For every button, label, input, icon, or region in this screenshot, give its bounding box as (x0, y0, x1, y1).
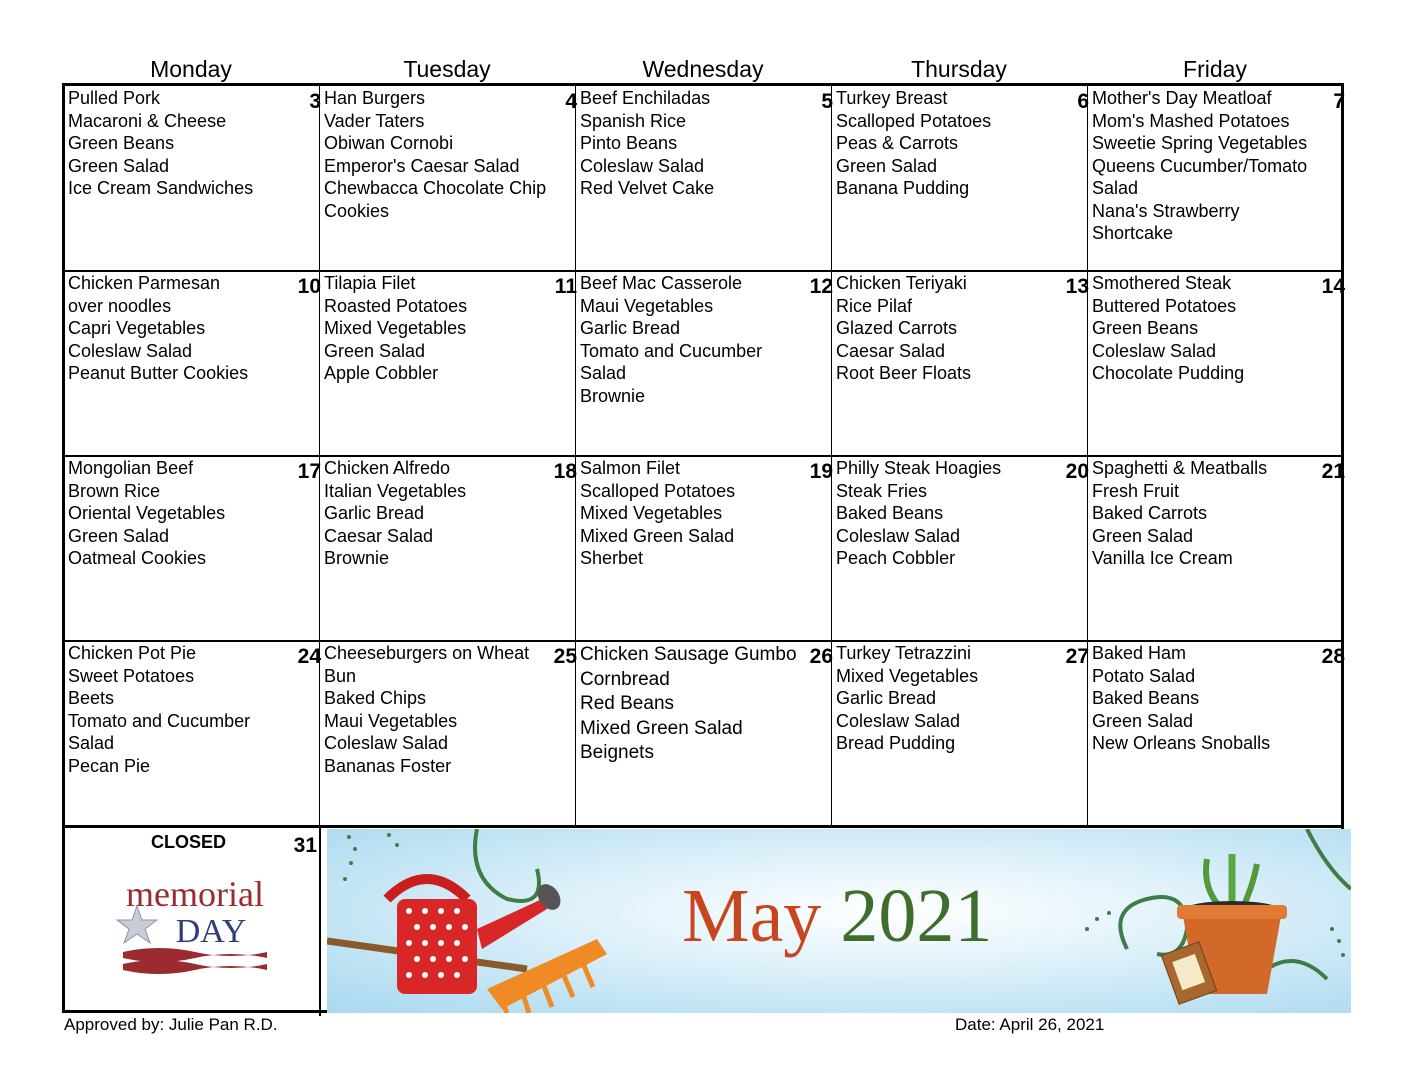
calendar-day-cell (577, 456, 833, 641)
day-number: 25 (553, 645, 577, 668)
menu-item: Oriental Vegetables (68, 503, 226, 523)
menu-item: Green Salad (1092, 710, 1194, 731)
menu-item: Turkey Tetrazzini (836, 643, 972, 663)
menu-items (324, 642, 547, 777)
menu-item: Green Salad (1092, 525, 1194, 546)
logo-memorial-text: memorial (126, 876, 264, 914)
menu-item: Mom's Mashed Potatoes (1092, 110, 1290, 131)
menu-item: Mixed Green Salad (580, 525, 735, 546)
day-number: 4 (565, 90, 577, 113)
calendar-day-cell (1089, 456, 1345, 641)
menu-item: Baked Chips (324, 688, 427, 708)
calendar-day-cell (65, 456, 321, 641)
menu-item: Cornbread (580, 668, 670, 690)
calendar-day-cell (577, 86, 833, 271)
menu-item: Mongolian Beef (68, 458, 194, 478)
menu-item: Roasted Potatoes (324, 295, 468, 316)
day-number: 7 (1333, 90, 1345, 113)
menu-item: Potato Salad (1092, 665, 1196, 686)
menu-item: Sweet Potatoes (68, 665, 195, 686)
menu-item: over noodles (68, 295, 172, 316)
memorial-day-cell (65, 826, 319, 1013)
menu-items (836, 272, 1059, 385)
menu-item: Green Beans (1092, 318, 1199, 338)
menu-item: Salad (68, 733, 115, 753)
menu-item: Chicken Parmesan (68, 273, 221, 293)
menu-items (68, 87, 291, 200)
flag-stripe-icon (123, 948, 267, 962)
menu-item: Salmon Filet (580, 458, 681, 478)
calendar-day-cell (577, 271, 833, 456)
menu-item: Maui Vegetables (324, 710, 458, 731)
menu-item: Steak Fries (836, 480, 928, 501)
menu-item: Garlic Bread (580, 318, 681, 338)
menu-item: Tilapia Filet (324, 273, 416, 293)
calendar-day-cell (321, 86, 577, 271)
logo-day-text: DAY (175, 913, 247, 950)
menu-item: Caesar Salad (324, 525, 434, 546)
menu-item: Pinto Beans (580, 133, 678, 153)
menu-item: Beef Enchiladas (580, 88, 711, 108)
menu-item: Oatmeal Cookies (68, 548, 207, 568)
day-number: 3 (309, 90, 321, 113)
menu-item: Root Beer Floats (836, 363, 972, 383)
calendar-day-cell (321, 641, 577, 826)
menu-item: Chicken Alfredo (324, 458, 451, 478)
banner-title (682, 871, 992, 961)
menu-item: Spaghetti & Meatballs (1092, 458, 1268, 478)
menu-item: Peanut Butter Cookies (68, 363, 249, 383)
menu-item: Caesar Salad (836, 340, 946, 361)
menu-item: Beignets (580, 742, 654, 763)
menu-item: New Orleans Snoballs (1092, 733, 1271, 753)
menu-item: Smothered Steak (1092, 273, 1232, 293)
memorial-day-logo (115, 876, 275, 976)
menu-item: Coleslaw Salad (324, 733, 449, 753)
menu-item: Brownie (580, 385, 646, 406)
menu-item: Mixed Vegetables (324, 318, 467, 338)
menu-item: Pecan Pie (68, 755, 151, 776)
menu-item: Beef Mac Casserole (580, 273, 743, 293)
grid-line (319, 826, 321, 1016)
menu-items (580, 272, 803, 407)
day-header-thursday: Thursday (911, 56, 1007, 82)
flag-stripe-icon (123, 960, 267, 974)
menu-item: Han Burgers (324, 88, 426, 108)
approved-by: Approved by: Julie Pan R.D. (64, 1015, 278, 1034)
menu-item: Cookies (324, 200, 390, 221)
calendar-day-cell (1089, 271, 1345, 456)
menu-item: Green Beans (68, 133, 175, 153)
menu-item: Sherbet (580, 548, 644, 568)
day-header-wednesday: Wednesday (642, 56, 764, 82)
day-number: 12 (809, 275, 833, 298)
menu-item: Tomato and Cucumber (580, 340, 763, 361)
calendar-day-cell (321, 271, 577, 456)
menu-item: Mother's Day Meatloaf (1092, 88, 1272, 108)
month-banner (327, 829, 1351, 1013)
day-number: 17 (297, 460, 321, 483)
day-number: 6 (1077, 90, 1089, 113)
menu-item: Apple Cobbler (324, 363, 439, 383)
menu-item: Macaroni & Cheese (68, 110, 227, 131)
menu-item: Red Velvet Cake (580, 178, 715, 198)
day-header-tuesday: Tuesday (403, 56, 491, 82)
menu-item: Green Salad (836, 155, 938, 176)
menu-item: Baked Beans (1092, 688, 1200, 708)
menu-items (324, 272, 547, 385)
day-number: 27 (1065, 645, 1089, 668)
menu-item: Garlic Bread (324, 503, 425, 523)
menu-item: Coleslaw Salad (836, 525, 961, 546)
menu-item: Baked Ham (1092, 643, 1187, 663)
menu-item: Tomato and Cucumber (68, 710, 251, 731)
calendar-day-cell (65, 86, 321, 271)
menu-items (1092, 272, 1315, 385)
menu-item: Coleslaw Salad (836, 710, 961, 731)
menu-item: Peach Cobbler (836, 548, 956, 568)
menu-item: Cheeseburgers on Wheat (324, 643, 530, 663)
menu-item: Coleslaw Salad (1092, 340, 1217, 361)
menu-items (1092, 87, 1315, 245)
day-number: 18 (553, 460, 577, 483)
menu-item: Vanilla Ice Cream (1092, 548, 1233, 568)
calendar-day-cell (833, 641, 1089, 826)
menu-item: Coleslaw Salad (68, 340, 193, 361)
day-header-monday: Monday (150, 56, 232, 82)
menu-item: Spanish Rice (580, 110, 687, 131)
menu-item: Italian Vegetables (324, 480, 467, 501)
calendar-day-cell (65, 641, 321, 826)
menu-item: Maui Vegetables (580, 295, 714, 316)
menu-item: Beets (68, 688, 115, 708)
menu-item: Brownie (324, 548, 390, 568)
menu-items (580, 457, 803, 570)
menu-item: Mixed Vegetables (580, 503, 723, 523)
day-number: 14 (1321, 275, 1345, 298)
date-label: Date: April 26, 2021 (955, 1015, 1105, 1034)
menu-item: Pulled Pork (68, 88, 161, 108)
menu-item: Red Beans (580, 693, 675, 714)
calendar-day-cell (577, 641, 833, 826)
menu-item: Capri Vegetables (68, 318, 206, 338)
menu-item: Scalloped Potatoes (580, 480, 736, 501)
menu-items (1092, 457, 1315, 570)
menu-item: Nana's Strawberry (1092, 200, 1240, 221)
menu-item: Chicken Teriyaki (836, 273, 967, 293)
calendar-day-cell (833, 86, 1089, 271)
menu-items (68, 642, 291, 777)
day-number: 26 (809, 645, 833, 668)
menu-item: Rice Pilaf (836, 295, 913, 316)
menu-item: Chocolate Pudding (1092, 363, 1245, 383)
menu-item: Salad (580, 363, 627, 383)
calendar-day-cell (833, 456, 1089, 641)
menu-item: Coleslaw Salad (580, 155, 705, 176)
menu-item: Brown Rice (68, 480, 161, 501)
menu-item: Chicken Sausage Gumbo (580, 644, 797, 665)
menu-item: Bananas Foster (324, 755, 452, 776)
closed-label: CLOSED (151, 832, 227, 852)
menu-items (1092, 642, 1315, 755)
day-number: 19 (809, 460, 833, 483)
calendar-day-cell (833, 271, 1089, 456)
menu-item: Chicken Pot Pie (68, 643, 197, 663)
menu-item: Chewbacca Chocolate Chip (324, 178, 547, 198)
day-headers (63, 54, 1343, 84)
menu-item: Sweetie Spring Vegetables (1092, 133, 1308, 153)
calendar-day-cell (65, 271, 321, 456)
menu-item: Bread Pudding (836, 733, 956, 753)
day-number: 10 (297, 275, 321, 298)
menu-item: Mixed Vegetables (836, 665, 979, 686)
menu-item: Baked Beans (836, 503, 944, 523)
menu-items (324, 457, 547, 570)
day-number: 24 (297, 645, 321, 668)
menu-items (580, 643, 803, 766)
menu-item: Philly Steak Hoagies (836, 458, 1002, 478)
day-number: 20 (1065, 460, 1089, 483)
calendar-day-cell (1089, 86, 1345, 271)
menu-item: Green Salad (68, 155, 170, 176)
menu-item: Ice Cream Sandwiches (68, 178, 254, 198)
menu-items (836, 457, 1059, 570)
day-number: 31 (293, 834, 317, 857)
menu-item: Green Salad (68, 525, 170, 546)
day-number: 11 (554, 275, 577, 298)
menu-items (68, 457, 291, 570)
menu-item: Peas & Carrots (836, 133, 959, 153)
menu-item: Buttered Potatoes (1092, 295, 1237, 316)
menu-items (68, 272, 291, 385)
menu-item: Scalloped Potatoes (836, 110, 992, 131)
day-number: 21 (1321, 460, 1345, 483)
menu-item: Baked Carrots (1092, 503, 1208, 523)
banner-year: 2021 (840, 874, 993, 958)
menu-item: Green Salad (324, 340, 426, 361)
menu-item: Turkey Breast (836, 88, 948, 108)
menu-items (836, 642, 1059, 755)
menu-item: Salad (1092, 178, 1139, 198)
menu-items (324, 87, 547, 222)
day-number: 28 (1321, 645, 1345, 668)
menu-item: Garlic Bread (836, 688, 937, 708)
calendar-day-cell (321, 456, 577, 641)
menu-item: Bun (324, 665, 357, 686)
menu-item: Obiwan Cornobi (324, 133, 454, 153)
day-number: 13 (1065, 275, 1089, 298)
day-header-friday: Friday (1183, 56, 1247, 82)
menu-item: Fresh Fruit (1092, 480, 1180, 501)
day-number: 5 (821, 90, 833, 113)
menu-item: Vader Taters (324, 110, 425, 131)
banner-month: May (682, 874, 822, 958)
menu-item: Emperor's Caesar Salad (324, 155, 520, 176)
calendar-day-cell (1089, 641, 1345, 826)
menu-items (580, 87, 803, 200)
menu-items (836, 87, 1059, 200)
menu-item: Glazed Carrots (836, 318, 958, 338)
menu-item: Queens Cucumber/Tomato (1092, 155, 1308, 176)
menu-item: Banana Pudding (836, 178, 970, 198)
menu-item: Mixed Green Salad (580, 717, 743, 739)
menu-item: Shortcake (1092, 223, 1174, 243)
